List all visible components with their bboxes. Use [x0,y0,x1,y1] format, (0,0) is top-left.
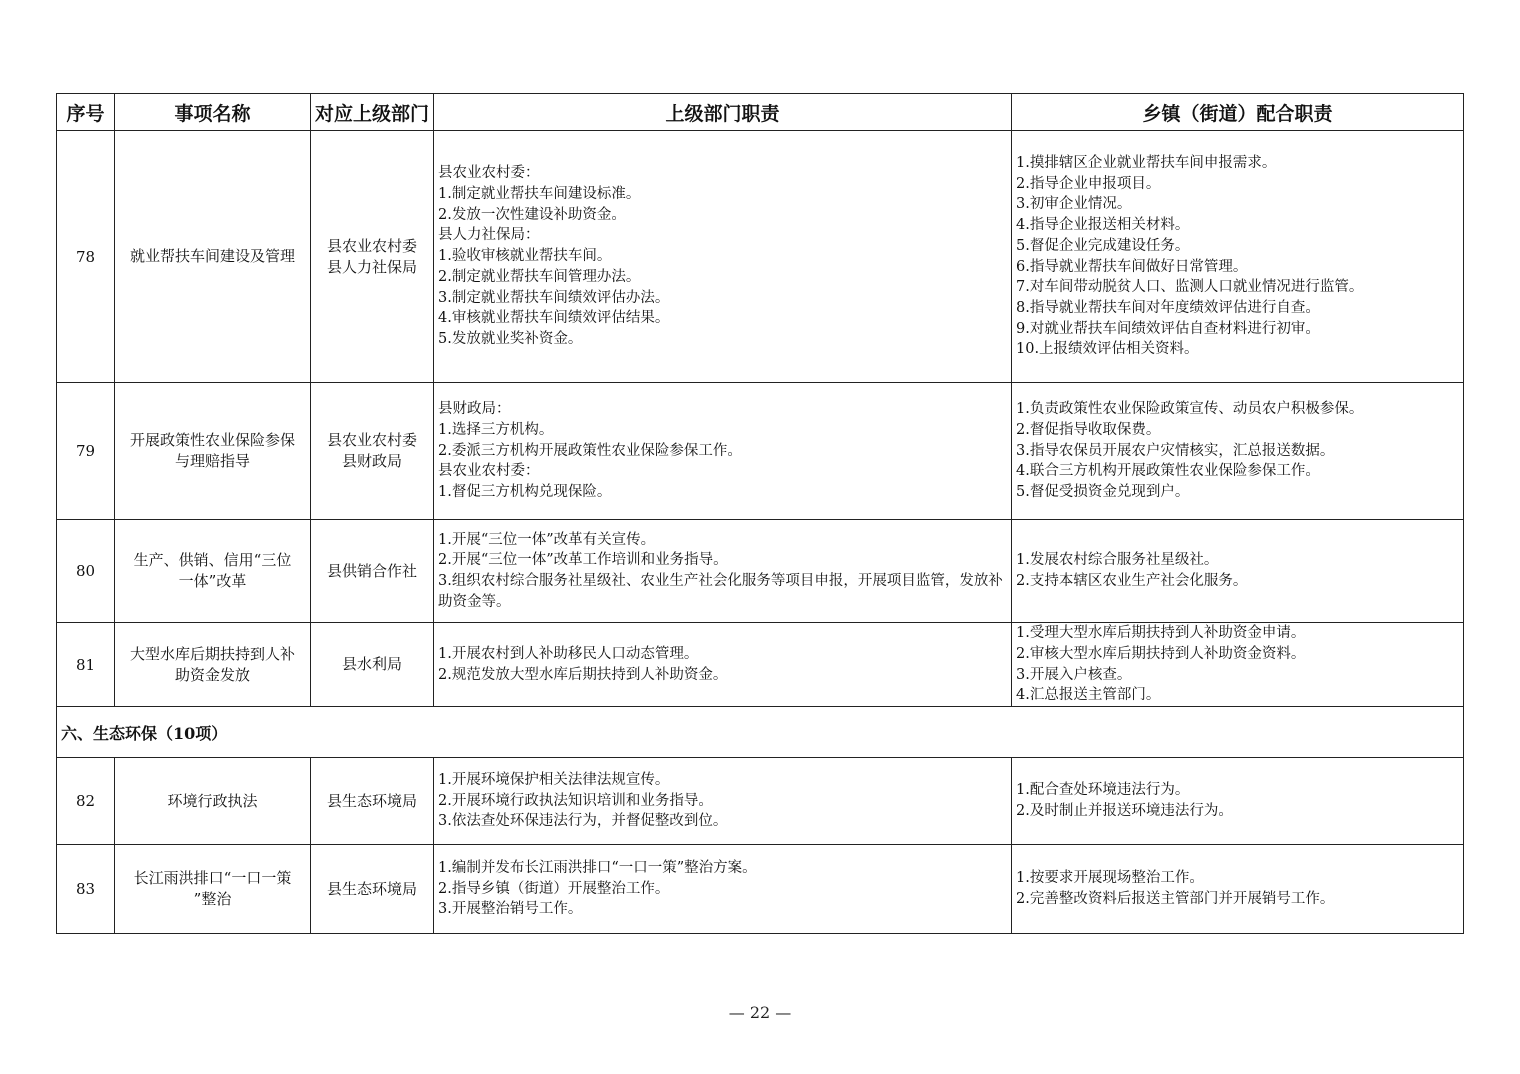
dept-line: 县农业农村委 [326,431,417,449]
row-seq: 78 [57,131,115,383]
dept-line: 县财政局 [341,452,402,470]
duty-line: 1.选择三方机构。 [438,421,554,438]
duty-line: 县人力社保局： [438,227,540,244]
duty-line: 县农业农村委： [438,165,540,182]
duty-line: 4.联合三方机构开展政策性农业保险参保工作。 [1016,463,1320,480]
duty-line: 1.验收审核就业帮扶车间。 [438,248,612,265]
name-line: 大型水库后期扶持到人补 [129,644,295,663]
name-line: 环境行政执法 [167,791,258,810]
duty-line: 5.督促企业完成建设任务。 [1016,237,1190,254]
table-row [57,520,1464,623]
header-dept: 对应上级部门 [311,94,434,131]
row-seq: 83 [57,845,115,934]
row-seq: 82 [57,758,115,845]
name-line: 与理赔指导 [174,452,250,470]
table-row [57,131,1464,383]
header-town-duty: 乡镇（街道）配合职责 [1012,94,1464,131]
dept-line: 县农业农村委 [326,236,417,255]
row-dept [311,383,434,520]
row-name [115,758,311,845]
duty-line: 2.督促指导收取保费。 [1016,421,1161,438]
duty-line: 2.支持本辖区农业生产社会化服务。 [1016,573,1248,589]
duty-line: 4.汇总报送主管部门。 [1016,687,1161,704]
duty-line: 3.组织农村综合服务社星级社、农业生产社会化服务等项目申报，开展项目监管，发放补助资金等。 [438,573,1003,610]
duty-line: 3.指导农保员开展农户灾情核实，汇总报送数据。 [1016,442,1335,459]
duty-line: 4.指导企业报送相关材料。 [1016,217,1190,234]
dept-line: 县水利局 [341,655,402,673]
row-upper-duty [434,623,1012,707]
duty-line: 1.按要求开展现场整治工作。 [1016,870,1204,887]
duty-line: 3.开展整治销号工作。 [438,901,583,918]
duty-line: 2.发放一次性建设补助资金。 [438,206,626,223]
duty-line: 2.规范发放大型水库后期扶持到人补助资金。 [438,666,728,683]
duty-line: 9.对就业帮扶车间绩效评估自查材料进行初审。 [1016,320,1320,337]
row-town-duty [1012,131,1464,383]
duty-line: 2.开展“三位一体”改革工作培训和业务指导。 [438,552,728,569]
duty-line: 县财政局： [438,401,511,418]
duty-line: 2.指导企业申报项目。 [1016,175,1161,192]
dept-line: 县生态环境局 [326,879,417,898]
name-line: 就业帮扶车间建设及管理 [129,247,295,265]
duty-line: 2.审核大型水库后期扶持到人补助资金资料。 [1016,645,1306,662]
duty-line: 5.发放就业奖补资金。 [438,330,583,347]
duty-line: 1.督促三方机构兑现保险。 [438,484,612,501]
duty-line: 2.完善整改资料后报送主管部门并开展销号工作。 [1016,891,1335,907]
row-town-duty [1012,520,1464,623]
table-row [57,383,1464,520]
row-name [115,623,311,707]
row-upper-duty [434,845,1012,934]
table-row [57,758,1464,845]
name-line: 长江雨洪排口“一口一策 [133,869,292,887]
row-dept [311,758,434,845]
duty-line: 3.制定就业帮扶车间绩效评估办法。 [438,289,670,306]
row-dept [311,623,434,707]
duty-line: 6.指导就业帮扶车间做好日常管理。 [1016,258,1248,275]
row-upper-duty [434,383,1012,520]
duty-line: 2.及时制止并报送环境违法行为。 [1016,803,1233,819]
row-seq: 81 [57,623,115,707]
name-line: 开展政策性农业保险参保 [129,431,295,449]
row-upper-duty [434,520,1012,623]
duty-line: 2.委派三方机构开展政策性农业保险参保工作。 [438,442,742,459]
duty-line: 5.督促受损资金兑现到户。 [1016,484,1190,501]
duty-line: 2.制定就业帮扶车间管理办法。 [438,268,641,285]
header-name: 事项名称 [115,94,311,131]
dept-line: 县供销合作社 [326,561,417,580]
duty-line: 3.开展入户核查。 [1016,666,1132,683]
row-town-duty [1012,845,1464,934]
duty-line: 10.上报绩效评估相关资料。 [1016,341,1199,358]
row-name [115,520,311,623]
name-line: 生产、供销、信用“三位 [133,551,292,569]
row-dept [311,845,434,934]
row-name [115,383,311,520]
duty-line: 县农业农村委： [438,463,540,480]
page-number: — 22 — [728,1003,792,1022]
duty-table [56,93,1464,934]
dept-line: 县生态环境局 [326,791,417,810]
row-town-duty [1012,383,1464,520]
name-line: 助资金发放 [174,665,250,684]
row-seq: 79 [57,383,115,520]
table-row [57,623,1464,707]
table-row [57,845,1464,934]
duty-line: 3.依法查处环保违法行为，并督促整改到位。 [438,813,728,830]
duty-line: 1.发展农村综合服务社星级社。 [1016,552,1219,569]
row-dept [311,520,434,623]
row-seq: 80 [57,520,115,623]
duty-line: 1.摸排辖区企业就业帮扶车间申报需求。 [1016,154,1277,171]
row-upper-duty [434,131,1012,383]
header-row [57,94,1464,131]
row-upper-duty [434,758,1012,845]
row-name [115,845,311,934]
header-seq: 序号 [57,94,115,131]
row-town-duty [1012,623,1464,707]
name-line: ”整治 [193,890,232,908]
row-dept [311,131,434,383]
duty-line: 1.开展农村到人补助移民人口动态管理。 [438,645,699,662]
duty-line: 8.指导就业帮扶车间对年度绩效评估进行自查。 [1016,299,1320,316]
row-name [115,131,311,383]
dept-line: 县人力社保局 [326,257,417,276]
duty-line: 4.审核就业帮扶车间绩效评估结果。 [438,310,670,327]
duty-line: 1.开展环境保护相关法律法规宣传。 [438,771,670,788]
duty-line: 2.开展环境行政执法知识培训和业务指导。 [438,792,713,809]
header-upper-duty: 上级部门职责 [434,94,1012,131]
section-row [57,707,1464,758]
name-line: 一体”改革 [178,572,247,590]
duty-line: 1.开展“三位一体”改革有关宣传。 [438,531,656,548]
section-title: 六、生态环保（10项） [57,707,1464,758]
duty-line: 1.制定就业帮扶车间建设标准。 [438,186,641,203]
duty-line: 2.指导乡镇（街道）开展整治工作。 [438,880,670,897]
duty-line: 3.初审企业情况。 [1016,196,1132,213]
duty-line: 1.负责政策性农业保险政策宣传、动员农户积极参保。 [1016,401,1364,418]
duty-line: 1.配合查处环境违法行为。 [1016,782,1190,799]
duty-line: 1.受理大型水库后期扶持到人补助资金申请。 [1016,625,1306,642]
duty-line: 1.编制并发布长江雨洪排口“一口一策”整治方案。 [438,859,757,876]
row-town-duty [1012,758,1464,845]
duty-line: 7.对车间带动脱贫人口、监测人口就业情况进行监管。 [1016,279,1364,296]
